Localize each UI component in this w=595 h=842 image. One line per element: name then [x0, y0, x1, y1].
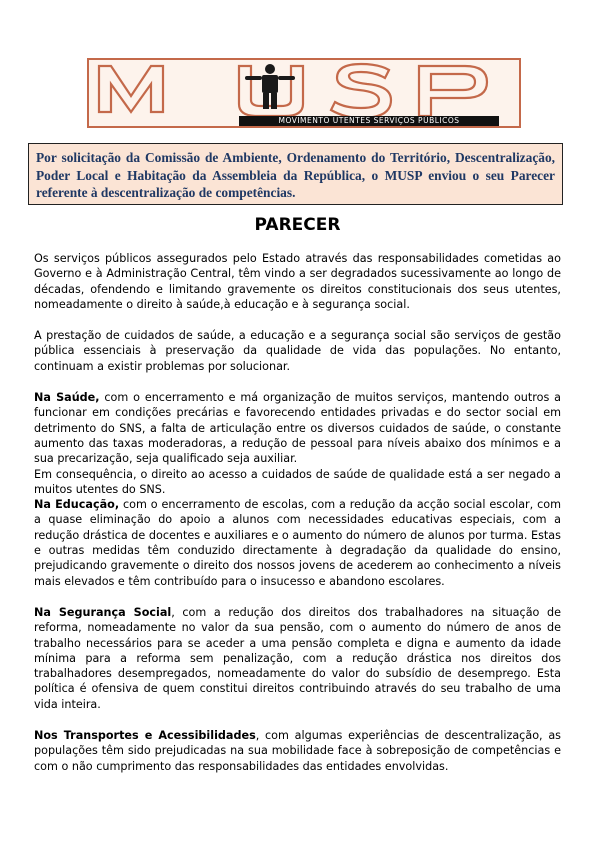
logo-tagline: MOVIMENTO UTENTES SERVIÇOS PÚBLICOS [239, 116, 499, 126]
paragraph-intro: Os serviços públicos assegurados pelo Estado através das responsabilidades cometidas ao Governo e à Administração Central, têm vindo a ser degradados sucessivamente ao longo de décadas, ofendendo e limitando gravemente os direitos constitucionais dos seus utentes, nomeadamente o direito à saúde,à educação e à segurança social. [34, 252, 561, 311]
transportes-text: , com algumas experiências de descentralização, as populações têm sido prejudicadas na sua mobilidade face à sobreposição de competências e com o não cumprimento das responsabilidades das entidades envolvidas. [34, 729, 562, 773]
paragraph-services: A prestação de cuidados de saúde, a educação e a segurança social são serviços de gestão pública essenciais à preservação da qualidade de vida das populações. No entanto, continuam a existir problemas por solucionar. [34, 329, 561, 373]
musp-logo [87, 58, 521, 128]
transportes-label: Nos Transportes e Acessibilidades [34, 729, 256, 743]
seguranca-label: Na Segurança Social [34, 605, 172, 619]
document-body [34, 251, 561, 774]
paragraph-seguranca [34, 605, 561, 712]
saude-text: com o encerramento e má organização de muitos serviços, mantendo outros a funcionar em condições precárias e favorecendo entidades privadas e do sector social em detrimento do SNS, a falta de articulação entre os diversos cuidados de saúde, o constante aumento das taxas moderadoras, a redução de pessoal para níveis abaixo dos mínimos e a sua precarização, seja qualificado seja auxiliar. [34, 391, 561, 466]
educacao-text: com o encerramento de escolas, com a redução da acção social escolar, com a quase eliminação do apoio a alunos com necessidades educativas especiais, com a redução drástica de docentes e auxiliares e o aumento do número de alunos por turma. Estas e outras medidas têm conduzido directamente à degradação da qualidade do ensino, prejudicando gravemente o direito dos nossos jovens de acederem ao conhecimento a níveis mais elevados e têm contribuído para o insucesso e abandono escolares. [34, 498, 561, 588]
saude-label: Na Saúde, [34, 391, 100, 405]
paragraph-transportes [34, 728, 561, 774]
paragraph-saude [34, 390, 561, 466]
document-title: PARECER [254, 215, 341, 235]
paragraph-educacao [34, 497, 561, 589]
seguranca-text: , com a redução dos direitos dos trabalhadores na situação de reforma, nomeadamente no valor da sua pensão, com o aumento do número de anos de trabalho necessários para se aceder a uma pensão completa e digna e aumento da idade mínima para a reforma sem penalização, com a redução drástica nos direitos dos trabalhadores desempregados, nomeadamente do valor do subsídio de desemprego. Esta política é ofensiva de quem constitui direitos contribuindo através do seu trabalho de uma vida inteira. [34, 605, 561, 711]
paragraph-saude-consequence: Em consequência, o direito ao acesso a cuidados de saúde de qualidade está a ser negado a muitos utentes do SNS. [34, 467, 561, 496]
educacao-label: Na Educação, [34, 498, 120, 512]
intro-note: Por solicitação da Comissão de Ambiente, Ordenamento do Território, Descentralização, Poder Local e Habitação da Assembleia da República, o MUSP enviou o seu Parecer referente à descentralização de competências. [28, 143, 563, 205]
